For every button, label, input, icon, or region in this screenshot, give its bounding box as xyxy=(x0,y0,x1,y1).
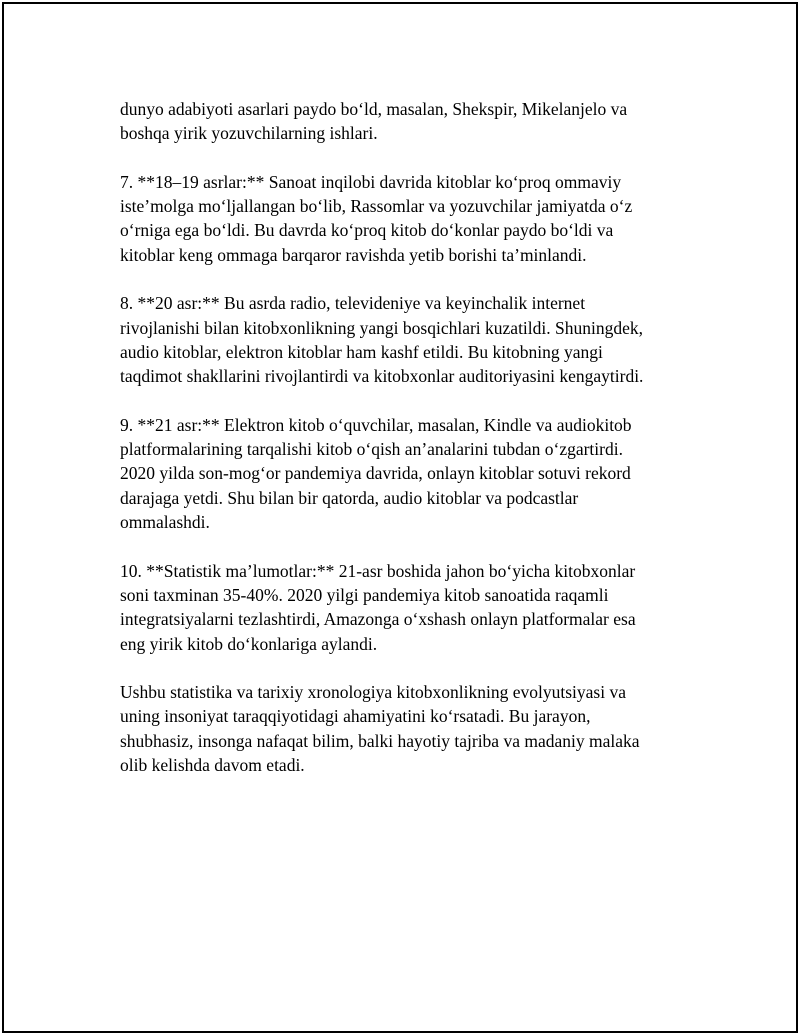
text-line: rivojlanishi bilan kitobxonlikning yangi bosqichlari kuzatildi. Shuningdek, xyxy=(120,317,644,338)
text-line: kitoblar keng ommaga barqaror ravishda yetib borishi ta’minlandi. xyxy=(120,244,587,265)
text-line: dunyo adabiyoti asarlari paydo bo‘ld, masalan, Shekspir, Mikelanjelo va xyxy=(120,99,628,119)
paragraph-item-7 xyxy=(120,170,700,267)
text-line: integratsiyalarni tezlashtirdi, Amazonga o‘xshash onlayn platformalar esa xyxy=(120,609,636,630)
paragraph-item-9 xyxy=(120,413,700,534)
text-line: o‘rniga ega bo‘ldi. Bu davrda ko‘proq kitob do‘konlar paydo bo‘ldi va xyxy=(120,220,614,241)
text-line: ommalashdi. xyxy=(120,512,210,533)
paragraph-continuation xyxy=(120,97,700,146)
paragraph-item-10 xyxy=(120,559,700,656)
text-line: soni taxminan 35-40%. 2020 yilgi pandemiya kitob sanoatida raqamli xyxy=(120,584,609,605)
document-body xyxy=(120,97,700,802)
text-line: olib kelishda davom etadi. xyxy=(120,755,305,776)
text-line: boshqa yirik yozuvchilarning ishlari. xyxy=(120,123,378,144)
text-line: audio kitoblar, elektron kitoblar ham kashf etildi. Bu kitobning yangi xyxy=(120,341,603,362)
text-line: 2020 yilda son-mog‘or pandemiya davrida, onlayn kitoblar sotuvi rekord xyxy=(120,463,631,484)
text-line: 7. **18–19 asrlar:** Sanoat inqilobi davrida kitoblar ko‘proq ommaviy xyxy=(120,171,622,192)
text-line: iste’molga mo‘ljallangan bo‘lib, Rassomlar va yozuvchilar jamiyatda o‘z xyxy=(120,196,633,217)
paragraph-item-8 xyxy=(120,291,700,388)
text-line: shubhasiz, insonga nafaqat bilim, balki hayotiy tajriba va madaniy malaka xyxy=(120,730,640,751)
text-line: 8. **20 asr:** Bu asrda radio, televideniye va keyinchalik internet xyxy=(120,293,586,314)
text-line: taqdimot shakllarini rivojlantirdi va kitobxonlar auditoriyasini kengaytirdi. xyxy=(120,366,644,387)
text-line: 9. **21 asr:** Elektron kitob o‘quvchilar, masalan, Kindle va audiokitob xyxy=(120,414,632,435)
text-line: uning insoniyat taraqqiyotidagi ahamiyatini ko‘rsatadi. Bu jarayon, xyxy=(120,706,591,727)
page-frame xyxy=(2,2,798,1033)
text-line: Ushbu statistika va tarixiy xronologiya kitobxonlikning evolyutsiyasi va xyxy=(120,682,626,703)
text-line: darajaga yetdi. Shu bilan bir qatorda, audio kitoblar va podcastlar xyxy=(120,487,579,508)
text-line: eng yirik kitob do‘konlariga aylandi. xyxy=(120,633,378,654)
text-line: 10. **Statistik ma’lumotlar:** 21-asr boshida jahon bo‘yicha kitobxonlar xyxy=(120,560,636,581)
text-line: platformalarining tarqalishi kitob o‘qish an’analarini tubdan o‘zgartirdi. xyxy=(120,439,623,460)
paragraph-conclusion xyxy=(120,680,700,777)
